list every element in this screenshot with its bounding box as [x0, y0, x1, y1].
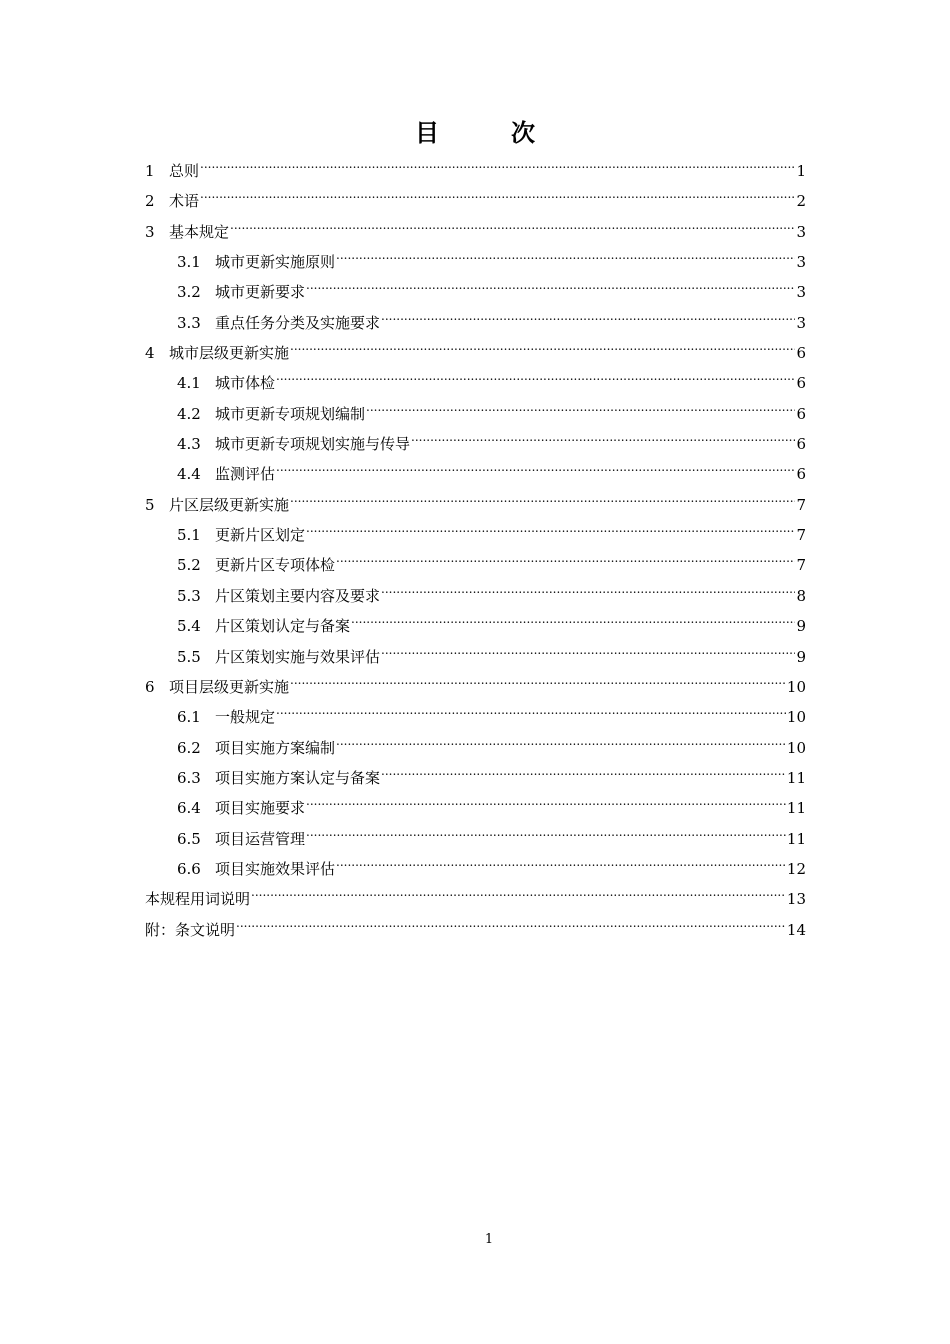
toc-entry-title: 片区策划主要内容及要求 — [215, 586, 381, 605]
toc-entry-title: 城市更新实施原则 — [215, 253, 336, 272]
toc-entry-page: 6 — [796, 344, 806, 363]
toc-entry-title: 总则 — [169, 162, 200, 180]
toc-entry-number: 5.5 — [177, 647, 201, 666]
toc-dot-leader — [381, 298, 795, 328]
toc-dot-leader — [290, 480, 795, 510]
toc-dot-leader — [290, 662, 786, 692]
toc-dot-leader — [276, 692, 786, 722]
toc-entry-title: 本规程用词说明 — [145, 890, 251, 909]
toc-entry-page: 14 — [786, 920, 806, 939]
toc-entry-title: 更新片区专项体检 — [215, 556, 336, 575]
toc-entry-page: 3 — [796, 283, 806, 302]
toc-entry-number: 5.2 — [177, 556, 201, 575]
toc-dot-leader — [230, 207, 795, 237]
toc-entry-number: 6.1 — [177, 708, 201, 727]
toc-entry-page: 10 — [786, 708, 806, 727]
toc-entry-number: 4.2 — [177, 404, 201, 423]
toc-entry-number: 6.6 — [177, 859, 201, 878]
toc-dot-leader — [306, 510, 795, 540]
toc-dot-leader — [351, 601, 795, 631]
toc-entry-page: 1 — [796, 162, 806, 180]
toc-entry-page: 6 — [796, 465, 806, 484]
toc-entry-title: 城市更新要求 — [215, 283, 306, 302]
toc-entry[interactable] — [145, 146, 806, 180]
toc-dot-leader — [381, 632, 795, 662]
toc-entry-number: 3.1 — [177, 253, 201, 272]
toc-entry-page: 10 — [786, 738, 806, 757]
toc-entry-title: 一般规定 — [215, 708, 276, 727]
toc-entry-page: 8 — [796, 586, 806, 605]
toc-dot-leader — [366, 389, 795, 419]
toc-entry-title: 城市更新专项规划编制 — [215, 404, 366, 423]
toc-dot-leader — [306, 783, 786, 813]
toc-dot-leader — [306, 814, 786, 844]
toc-entry-number: 4.1 — [177, 374, 201, 393]
toc-dot-leader — [276, 358, 795, 388]
toc-entry-number: 3.2 — [177, 283, 201, 302]
toc-entry-number: 4.3 — [177, 435, 201, 454]
toc-entry-title: 城市体检 — [215, 374, 276, 393]
toc-entry-title: 城市层级更新实施 — [169, 344, 290, 363]
toc-entry-number: 4.4 — [177, 465, 201, 484]
toc-entry-page: 11 — [786, 799, 806, 818]
toc-entry-title: 项目实施要求 — [215, 799, 306, 818]
toc-entry-number: 5.4 — [177, 617, 201, 636]
toc-dot-leader — [236, 905, 786, 935]
toc-entry-page: 9 — [796, 647, 806, 666]
toc-entry-title: 监测评估 — [215, 465, 276, 484]
toc-entry-page: 13 — [786, 890, 806, 909]
toc-dot-leader — [381, 571, 795, 601]
toc-entry-number: 6.2 — [177, 738, 201, 757]
toc-entry-title: 项目实施方案认定与备案 — [215, 768, 381, 787]
toc-entry-title: 项目运营管理 — [215, 829, 306, 848]
toc-entry-page: 11 — [786, 768, 806, 787]
toc-dot-leader — [200, 176, 795, 206]
toc-entry-number: 5 — [145, 495, 155, 514]
toc-entry-title: 项目层级更新实施 — [169, 677, 290, 696]
toc-entry-page: 12 — [786, 859, 806, 878]
toc-entry-page: 7 — [796, 526, 806, 545]
toc-entry-number: 4 — [145, 344, 155, 363]
toc-entry-page: 11 — [786, 829, 806, 848]
toc-entry-page: 3 — [796, 222, 806, 241]
toc-dot-leader — [200, 146, 795, 176]
toc-dot-leader — [381, 753, 786, 783]
toc-entry[interactable] — [145, 237, 806, 272]
toc-entry-title: 附：条文说明 — [145, 920, 236, 939]
toc-entry-number: 1 — [145, 162, 155, 180]
toc-entry-title: 基本规定 — [169, 222, 230, 241]
toc-entry-title: 项目实施方案编制 — [215, 738, 336, 757]
toc-entry-page: 6 — [796, 435, 806, 454]
toc-dot-leader — [336, 540, 795, 570]
toc-entry-title: 项目实施效果评估 — [215, 859, 336, 878]
toc-dot-leader — [290, 328, 795, 358]
toc-entry-number: 6 — [145, 677, 155, 696]
toc-entry-title: 片区策划实施与效果评估 — [215, 647, 381, 666]
toc-entry-page: 3 — [796, 253, 806, 272]
page-title: 目 次 — [415, 119, 559, 147]
toc-dot-leader — [336, 237, 795, 267]
toc-entry-title: 重点任务分类及实施要求 — [215, 313, 381, 332]
toc-entry-number: 5.3 — [177, 586, 201, 605]
toc-entry-number: 6.4 — [177, 799, 201, 818]
toc-entry-page: 7 — [796, 556, 806, 575]
toc-entry-title: 更新片区划定 — [215, 526, 306, 545]
toc-entry-number: 2 — [145, 192, 155, 211]
toc-dot-leader — [306, 267, 795, 297]
toc-entry-number: 3 — [145, 222, 155, 241]
toc-entry-title: 片区策划认定与备案 — [215, 617, 351, 636]
toc-entry-number: 6.3 — [177, 768, 201, 787]
toc-entry[interactable] — [145, 905, 806, 939]
toc-entry[interactable] — [145, 176, 806, 211]
toc-entry-page: 6 — [796, 404, 806, 423]
toc-entry[interactable] — [145, 207, 806, 241]
toc-dot-leader — [411, 419, 795, 449]
toc-entry-page: 6 — [796, 374, 806, 393]
toc-entry-title: 术语 — [169, 192, 200, 211]
toc-entry-page: 3 — [796, 313, 806, 332]
toc-entry-number: 5.1 — [177, 526, 201, 545]
toc-entry-page: 2 — [796, 192, 806, 211]
toc-entry-title: 城市更新专项规划实施与传导 — [215, 435, 411, 454]
toc-dot-leader — [336, 844, 786, 874]
page-number: 1 — [484, 1232, 494, 1247]
toc-entry-page: 7 — [796, 495, 806, 514]
toc-entry-page: 9 — [796, 617, 806, 636]
table-of-contents — [145, 146, 806, 939]
toc-dot-leader — [276, 449, 795, 479]
toc-entry-title: 片区层级更新实施 — [169, 495, 290, 514]
toc-entry-page: 10 — [786, 677, 806, 696]
toc-dot-leader — [251, 874, 786, 904]
toc-entry-number: 6.5 — [177, 829, 201, 848]
toc-entry-number: 3.3 — [177, 313, 201, 332]
toc-dot-leader — [336, 723, 786, 753]
